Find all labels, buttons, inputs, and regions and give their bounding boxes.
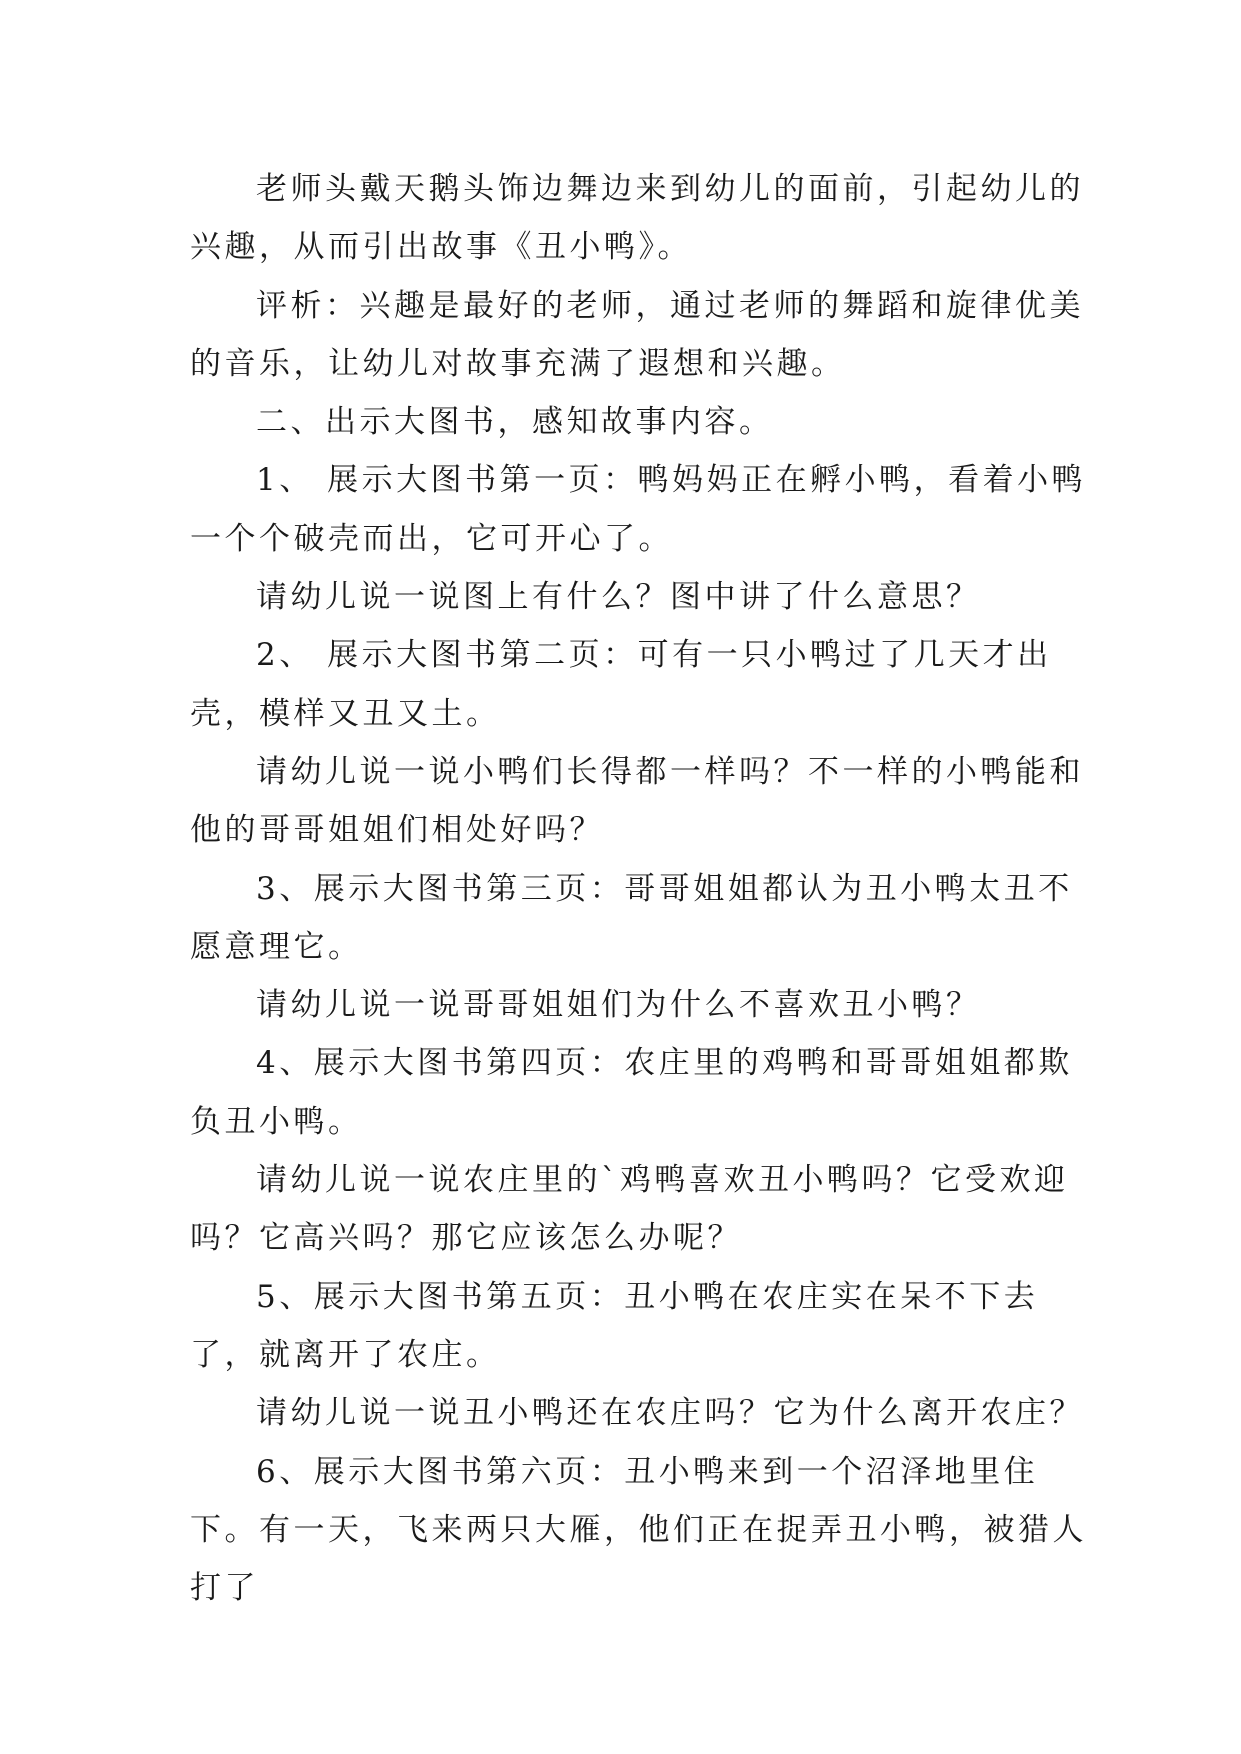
paragraph-analysis: 评析：兴趣是最好的老师，通过老师的舞蹈和旋律优美的音乐，让幼儿对故事充满了遐想和兴趣。 (190, 287, 1084, 382)
paragraph-step-5: 5、展示大图书第五页：丑小鸭在农庄实在呆不下去了，就离开了农庄。 (190, 1278, 1039, 1373)
paragraph-question-4: 请幼儿说一说农庄里的`鸡鸭喜欢丑小鸭吗？它受欢迎吗？它高兴吗？那它应该怎么办呢？ (190, 1162, 1069, 1257)
paragraph-step-1: 1、 展示大图书第一页：鸭妈妈正在孵小鸭，看着小鸭一个个破壳而出，它可开心了。 (190, 462, 1087, 557)
paragraph-intro: 老师头戴天鹅头饰边舞边来到幼儿的面前，引起幼儿的兴趣，从而引出故事《丑小鸭》。 (190, 171, 1084, 266)
paragraph-question-5: 请幼儿说一说丑小鸭还在农庄吗？它为什么离开农庄？ (256, 1395, 1084, 1432)
section-heading: 二、出示大图书，感知故事内容。 (256, 404, 774, 441)
document-body (190, 160, 1090, 1617)
paragraph-step-2: 2、 展示大图书第二页：可有一只小鸭过了几天才出壳，模样又丑又土。 (190, 637, 1052, 732)
paragraph-step-6: 6、展示大图书第六页：丑小鸭来到一个沼泽地里住下。有一天，飞来两只大雁，他们正在捉弄丑小鸭，被猎人打了 (190, 1453, 1087, 1607)
paragraph-question-1: 请幼儿说一说图上有什么？图中讲了什么意思？ (256, 579, 981, 616)
paragraph-question-2: 请幼儿说一说小鸭们长得都一样吗？不一样的小鸭能和他的哥哥姐姐们相处好吗？ (190, 753, 1084, 849)
paragraph-step-4: 4、展示大图书第四页：农庄里的鸡鸭和哥哥姐姐都欺负丑小鸭。 (190, 1045, 1073, 1140)
paragraph-question-3: 请幼儿说一说哥哥姐姐们为什么不喜欢丑小鸭？ (256, 987, 981, 1024)
paragraph-step-3: 3、展示大图书第三页：哥哥姐姐都认为丑小鸭太丑不愿意理它。 (190, 870, 1073, 965)
